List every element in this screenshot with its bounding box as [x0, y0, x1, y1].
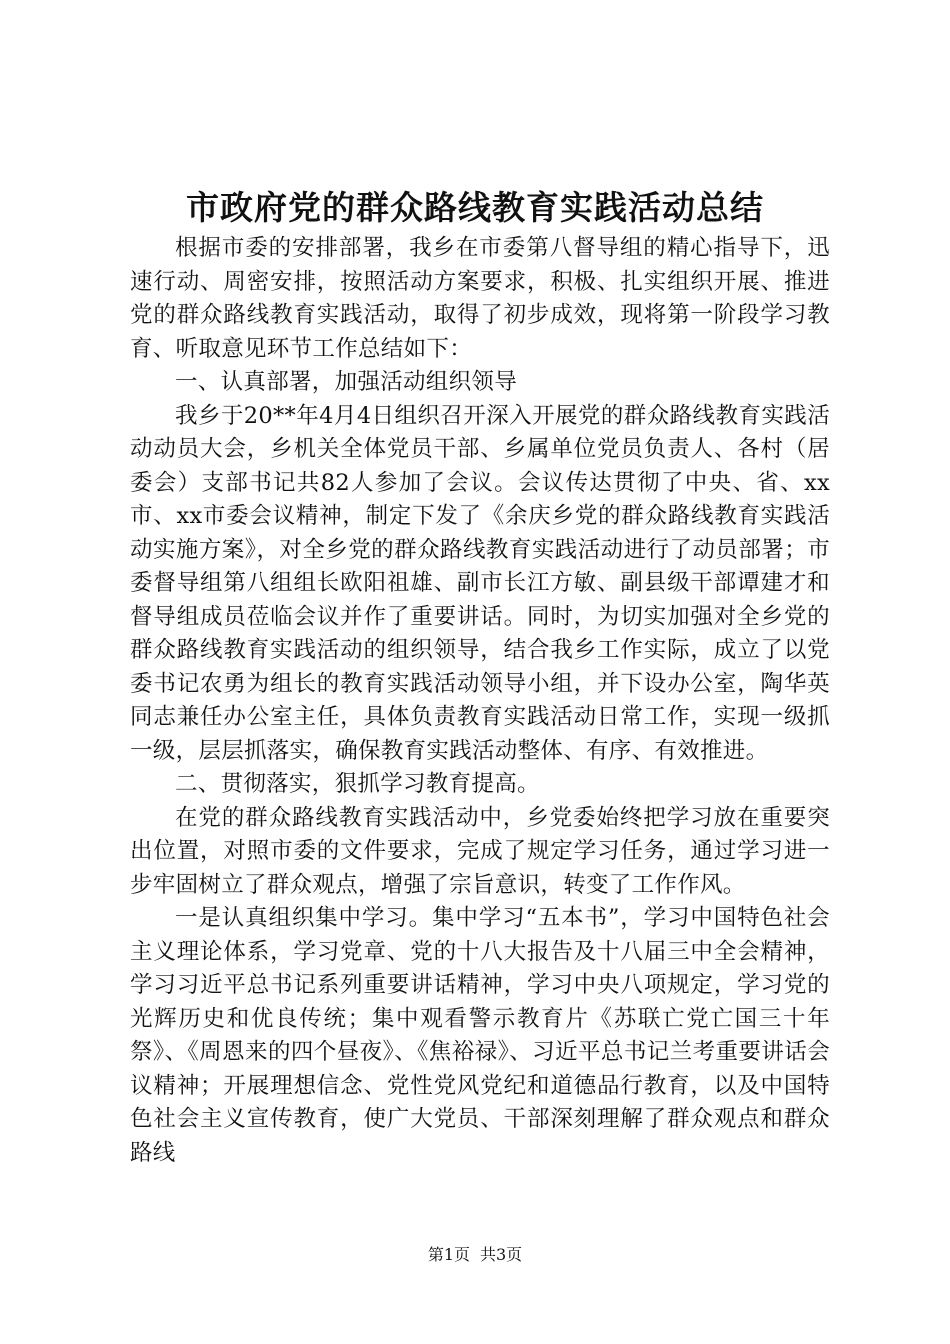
section-heading-2: 二、贯彻落实，狠抓学习教育提高。	[175, 771, 540, 797]
document-title: 市政府党的群众路线教育实践活动总结	[186, 188, 764, 227]
paragraph-intro: 根据市委的安排部署，我乡在市委第八督导组的精心指导下，迅速行动、周密安排，按照活动方案要求，积极、扎实组织开展、推进党的群众路线教育实践活动，取得了初步成效，现将第一阶段学习教育、听取意见环节工作总结如下：	[130, 235, 830, 362]
paragraph-study-item-1: 一是认真组织集中学习。集中学习“五本书”，学习中国特色社会主义理论体系，学习党章、党的十八大报告及十八届三中全会精神，学习习近平总书记系列重要讲话精神，学习中央八项规定，学习党的光辉历史和优良传统；集中观看警示教育片《苏联亡党亡国三十年祭》、《周恩来的四个昼夜》、《焦裕禄》、习近平总书记兰考重要讲话会议精神；开展理想信念、党性党风党纪和道德品行教育，以及中国特色社会主义宣传教育，使广大党员、干部深刻理解了群众观点和群众路线	[130, 905, 830, 1166]
page-footer	[0, 1244, 950, 1266]
page-number: 第1页	[427, 1245, 470, 1264]
paragraph-section-2: 在党的群众路线教育实践活动中，乡党委始终把学习放在重要突出位置，对照市委的文件要求，完成了规定学习任务，通过学习进一步牢固树立了群众观点，增强了宗旨意识，转变了工作作风。	[130, 804, 830, 898]
section-heading-1: 一、认真部署，加强活动组织领导	[175, 369, 518, 395]
document-body	[130, 232, 830, 1170]
paragraph-section-1: 我乡于20**年4月4日组织召开深入开展党的群众路线教育实践活动动员大会，乡机关全体党员干部、乡属单位党员负责人、各村（居委会）支部书记共82人参加了会议。会议传达贯彻了中央、省、xx市、xx市委会议精神，制定下发了《余庆乡党的群众路线教育实践活动实施方案》，对全乡党的群众路线教育实践活动进行了动员部署；市委督导组第八组组长欧阳祖雄、副市长江方敏、副县级干部谭建才和督导组成员莅临会议并作了重要讲话。同时，为切实加强对全乡党的群众路线教育实践活动的组织领导，结合我乡工作实际，成立了以党委书记农勇为组长的教育实践活动领导小组，并下设办公室，陶华英同志兼任办公室主任，具体负责教育实践活动日常工作，实现一级抓一级，层层抓落实，确保教育实践活动整体、有序、有效推进。	[130, 402, 830, 764]
page-total: 共3页	[480, 1245, 523, 1264]
